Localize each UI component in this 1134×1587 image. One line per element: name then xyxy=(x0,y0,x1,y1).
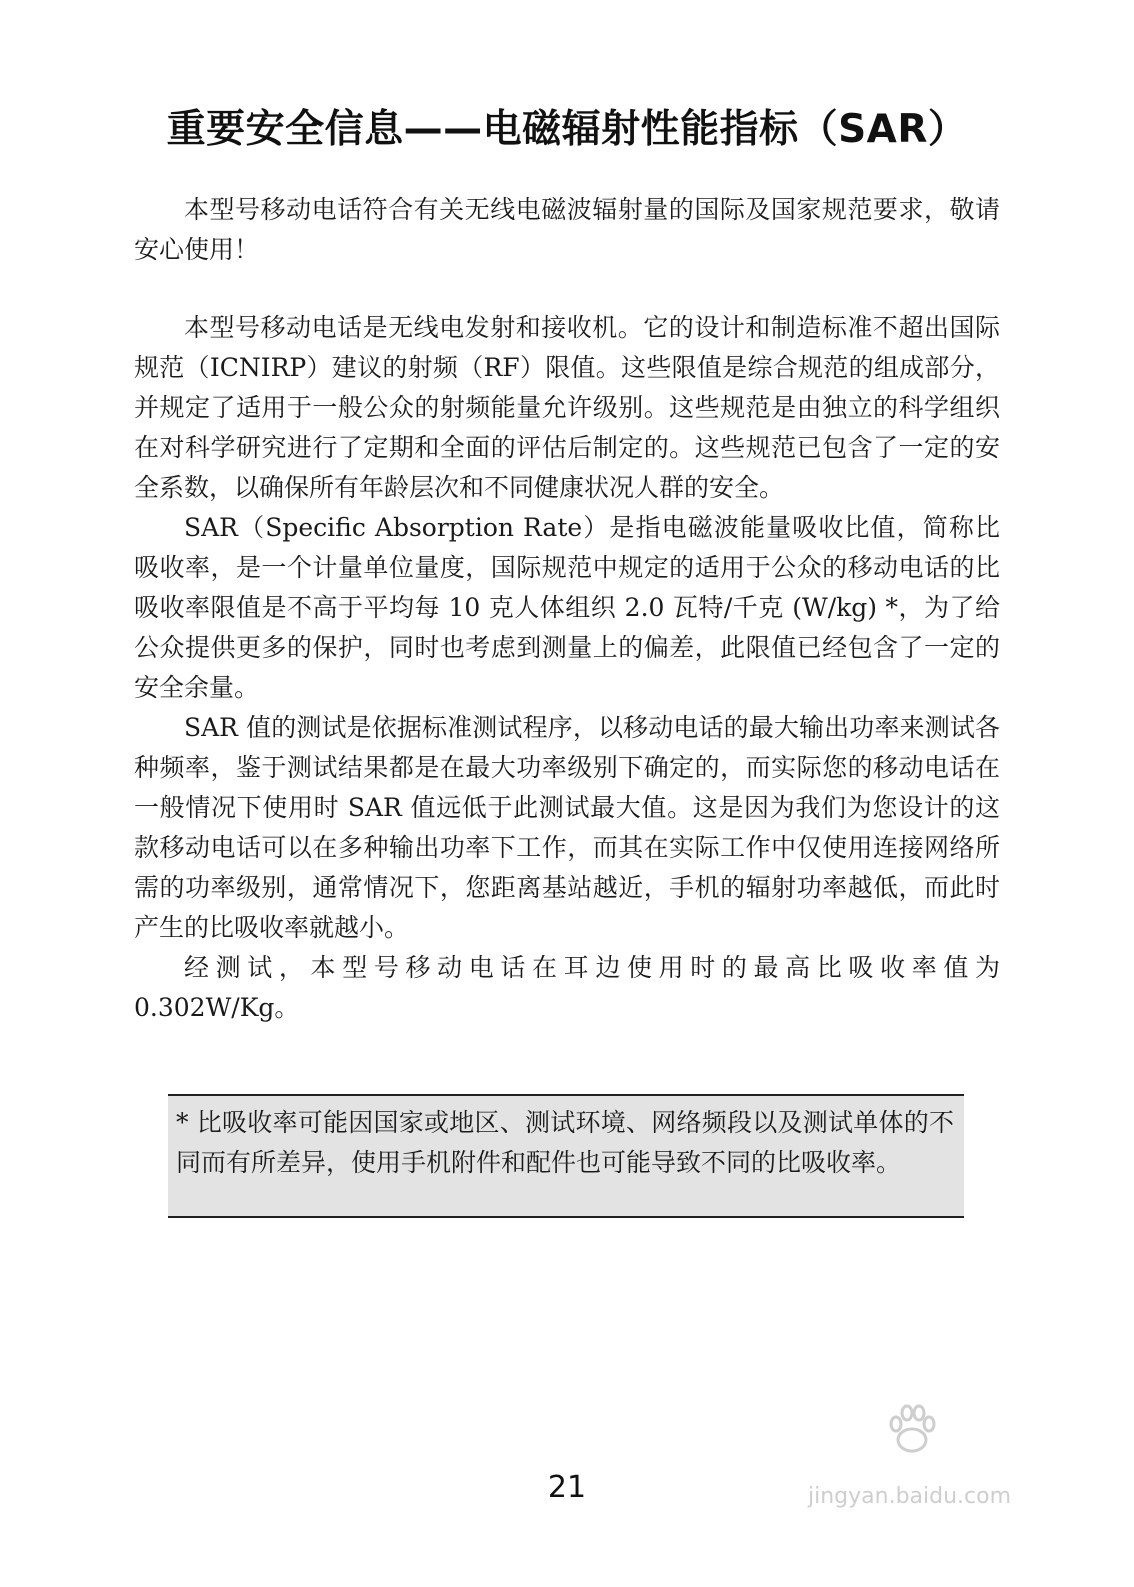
body-text xyxy=(134,190,1000,1028)
baidu-watermark xyxy=(790,1400,1090,1525)
page-number: 21 xyxy=(547,1470,587,1505)
paragraph-sar-result: 经测试，本型号移动电话在耳边使用时的最高比吸收率值为 0.302W/Kg。 xyxy=(134,953,1000,1022)
watermark-url: jingyan.baidu.com xyxy=(808,1484,1012,1509)
paragraph-sar-definition: SAR（Specific Absorption Rate）是指电磁波能量吸收比值，简称比吸收率，是一个计量单位量度，国际规范中规定的适用于公众的移动电话的比吸收率限值是不高于平均每 10 克人体组织 2.0 瓦特/千克 (W/kg) *，为了给公众提供更多的保护，同时也考虑到测量上的偏差，此限值已经包含了一定的安全余量。 xyxy=(134,513,1000,702)
intro-paragraph: 本型号移动电话符合有关无线电磁波辐射量的国际及国家规范要求，敬请安心使用！ xyxy=(134,195,1000,264)
paragraph-transmitter: 本型号移动电话是无线电发射和接收机。它的设计和制造标准不超出国际规范（ICNIRP）建议的射频（RF）限值。这些限值是综合规范的组成部分，并规定了适用于一般公众的射频能量允许级别。这些规范是由独立的科学组织在对科学研究进行了定期和全面的评估后制定的。这些规范已包含了一定的安全系数，以确保所有年龄层次和不同健康状况人群的安全。 xyxy=(134,313,1000,502)
paw-icon xyxy=(882,1400,942,1460)
footnote-text: * 比吸收率可能因国家或地区、测试环境、网络频段以及测试单体的不同而有所差异，使用手机附件和配件也可能导致不同的比吸收率。 xyxy=(176,1108,954,1177)
footnote-box xyxy=(168,1094,964,1218)
page-title: 重要安全信息——电磁辐射性能指标（SAR） xyxy=(166,107,968,152)
paragraph-sar-testing: SAR 值的测试是依据标准测试程序，以移动电话的最大输出功率来测试各种频率，鉴于测试结果都是在最大功率级别下确定的，而实际您的移动电话在一般情况下使用时 SAR 值远低于此测试最大值。这是因为我们为您设计的这款移动电话可以在多种输出功率下工作，而其在实际工作中仅使用连接网络所需的功率级别，通常情况下，您距离基站越近，手机的辐射功率越低，而此时产生的比吸收率就越小。 xyxy=(134,713,1000,942)
